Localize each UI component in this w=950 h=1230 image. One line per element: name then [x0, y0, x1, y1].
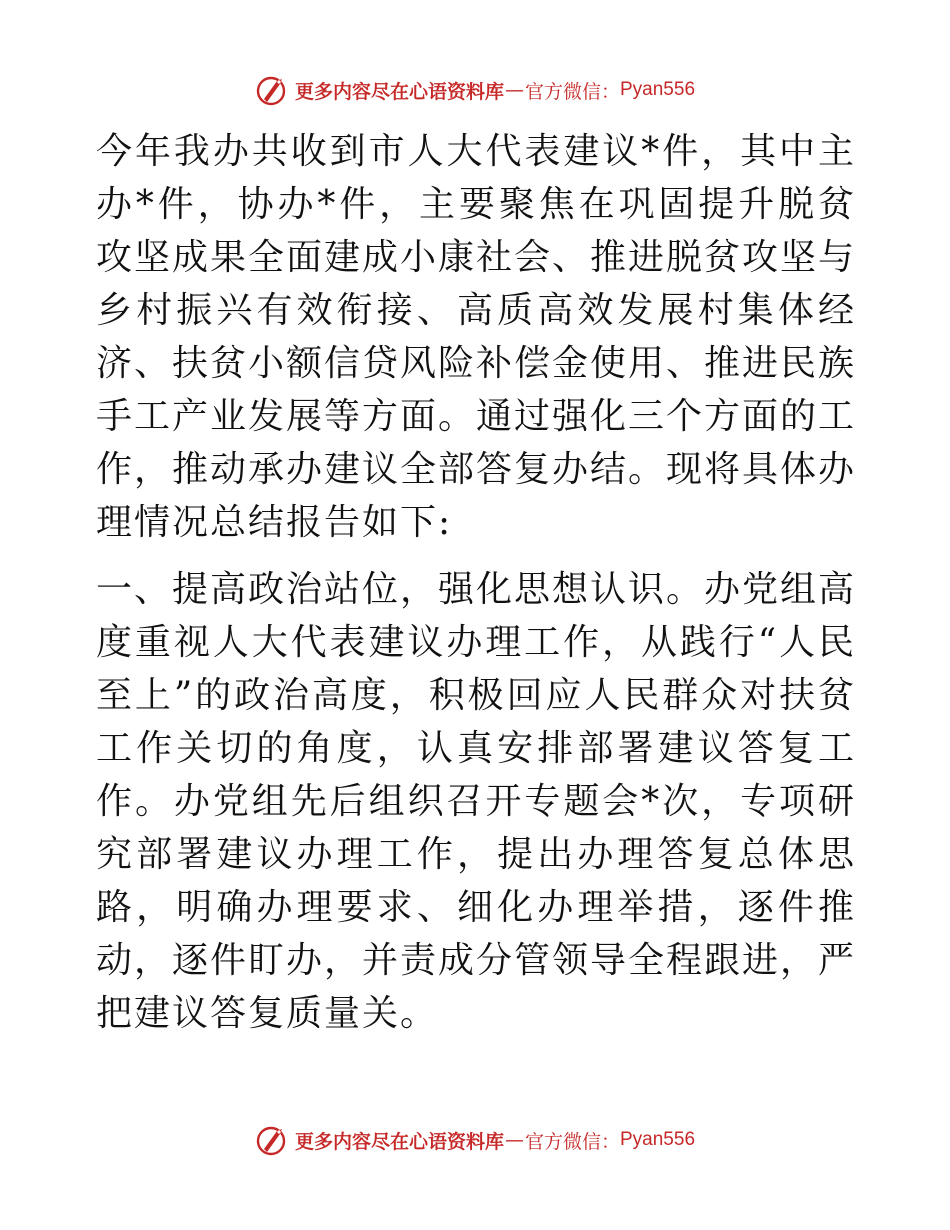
- resource-link-text[interactable]: 更多内容尽在心语资料库: [294, 80, 504, 103]
- wechat-label: 官方微信：: [524, 80, 620, 103]
- header-banner: [0, 70, 950, 110]
- paragraph-section-one: 一、提高政治站位，强化思想认识。办党组高度重视人大代表建议办理工作，从践行“人民至上”的政治高度，积极回应人民群众对扶贫工作关切的角度，认真安排部署建议答复工作。办党组先后组织召开专题会*次，专项研究部署建议办理工作，提出办理答复总体思路，明确办理要求、细化办理举措，逐件推动，逐件盯办，并责成分管领导全程跟进，严把建议答复质量关。: [96, 569, 857, 1034]
- banner-separator: —: [504, 79, 524, 101]
- pen-nib-circle-logo-icon: [255, 1123, 289, 1157]
- footer-banner: [0, 1120, 950, 1160]
- wechat-id: Pyan556: [620, 1129, 696, 1150]
- resource-link-text[interactable]: 更多内容尽在心语资料库: [294, 1130, 504, 1153]
- paragraph-intro: 今年我办共收到市人大代表建议*件，其中主办*件，协办*件，主要聚焦在巩固提升脱贫攻坚成果全面建成小康社会、推进脱贫攻坚与乡村振兴有效衔接、高质高效发展村集体经济、扶贫小额信贷风险补偿金使用、推进民族手工产业发展等方面。通过强化三个方面的工作，推动承办建议全部答复办结。现将具体办理情况总结报告如下:: [96, 131, 857, 543]
- wechat-id: Pyan556: [620, 79, 696, 100]
- wechat-label: 官方微信：: [524, 1130, 620, 1153]
- pen-nib-circle-logo-icon: [255, 73, 289, 107]
- document-body: [96, 125, 856, 1040]
- banner-separator: —: [504, 1129, 524, 1151]
